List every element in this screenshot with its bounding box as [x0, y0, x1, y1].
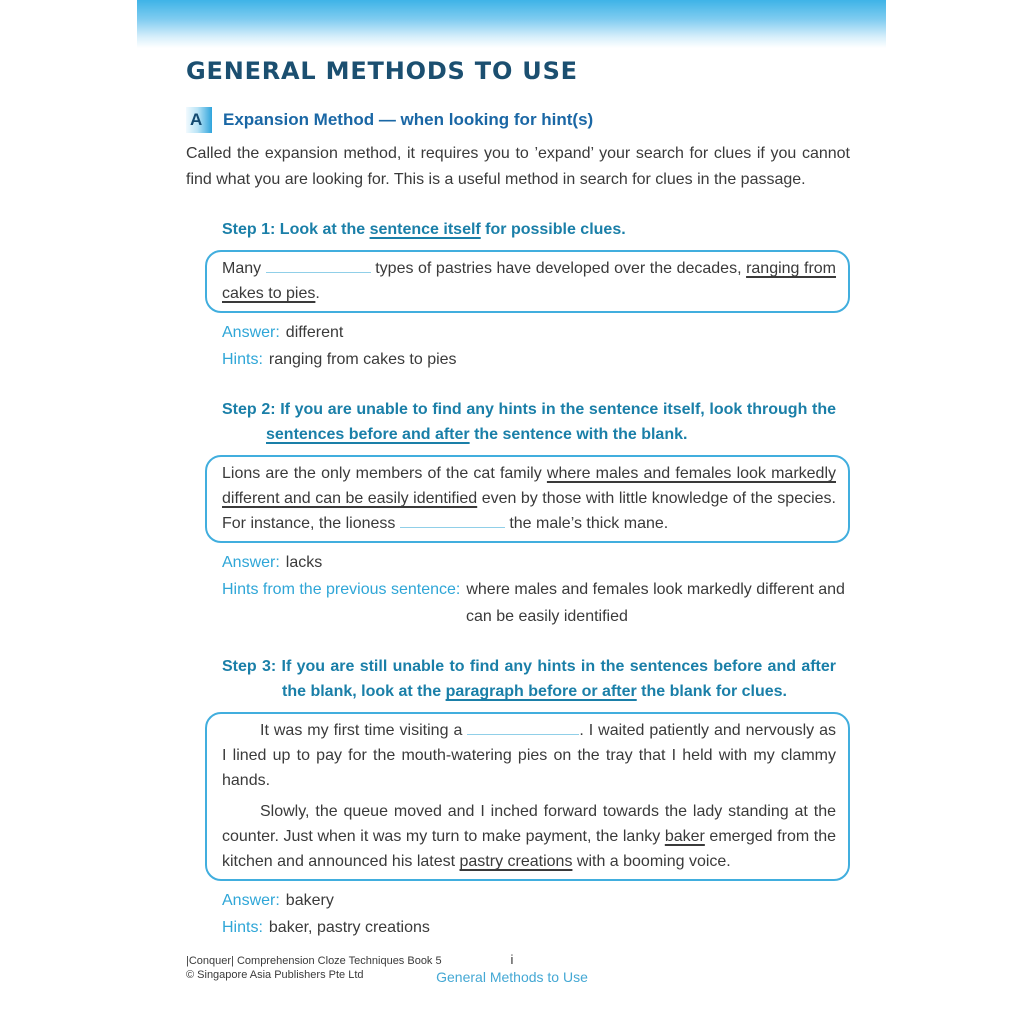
answer-row-3 [222, 887, 850, 914]
example-box-3 [205, 712, 850, 881]
footer-imprint-line1: |Conquer| Comprehension Cloze Techniques Book 5 [186, 955, 442, 967]
cloze-blank-2 [400, 513, 505, 528]
answer-value: lacks [285, 554, 323, 571]
step3-line2 [222, 679, 836, 704]
footer-imprint-line2: © Singapore Asia Publishers Pte Ltd [186, 969, 364, 981]
step1-underlined-phrase: sentence itself [369, 221, 481, 238]
footer-center [0, 952, 1024, 986]
example-1-sentence [222, 256, 836, 306]
example-box-2 [205, 455, 850, 543]
cloze-blank-3 [467, 720, 579, 735]
hints-row-1 [222, 346, 850, 373]
hints-row-2-continuation: can be easily identified [466, 608, 628, 625]
example-2-hint-underline: where males and females look markedly different and can be easily identified [222, 465, 836, 507]
hints-value: ranging from cakes to pies [268, 351, 457, 368]
step3-text-post: the blank for clues. [636, 683, 787, 700]
step1-text-pre: Step 1: Look at the [222, 221, 370, 238]
example-1-text-mid: types of pastries have developed over the decades, [370, 260, 747, 277]
section-a-row [186, 107, 850, 133]
hints-row-3 [222, 914, 850, 941]
section-a-badge-letter: A [190, 110, 203, 129]
example-1-text: Many [222, 260, 266, 277]
step1-text-post: for possible clues. [480, 221, 626, 238]
step3-heading [222, 654, 836, 704]
hints-label: Hints: [222, 351, 263, 368]
example-3-p2-text-mid: emerged from the kitchen and announced his latest [222, 828, 836, 870]
cloze-blank-1 [266, 258, 371, 273]
step2-heading [222, 397, 836, 447]
intro-paragraph: Called the expansion method, it requires you to ’expand’ your search for clues if you cannot find what you are looking for. This is a useful method in search for clues in the passage. [186, 145, 850, 188]
section-a-badge [186, 107, 212, 133]
section-a-heading: Expansion Method — when looking for hint(s) [223, 110, 594, 129]
example-3-hint-underline-pastry: pastry creations [459, 853, 573, 870]
step1-heading [222, 217, 836, 242]
step3-underlined-phrase: paragraph before or after [445, 683, 637, 700]
answer-hints-block-2 [222, 549, 850, 630]
example-2-sentence [222, 461, 836, 536]
footer-section-label: General Methods to Use [436, 969, 588, 985]
step2-underlined-phrase: sentences before and after [266, 426, 470, 443]
answer-value: bakery [285, 892, 334, 909]
answer-label: Answer: [222, 554, 280, 571]
page-title: GENERAL METHODS TO USE [186, 57, 578, 85]
example-3-paragraph-1 [222, 718, 836, 793]
answer-hints-block-3 [222, 887, 850, 941]
example-1-hint-underline: ranging from cakes to pies [222, 260, 837, 302]
answer-row-1 [222, 319, 850, 346]
example-3-hint-underline-baker: baker [664, 828, 705, 845]
answer-label: Answer: [222, 324, 280, 341]
step2-text-post: the sentence with the blank. [469, 426, 688, 443]
answer-hints-block-1 [222, 319, 850, 373]
example-1-period: . [315, 285, 320, 302]
page-content [186, 57, 850, 941]
hints-value-line1: where males and females look markedly different and [466, 581, 845, 598]
answer-label: Answer: [222, 892, 280, 909]
example-box-1 [205, 250, 850, 313]
example-3-p1-text: It was my first time visiting a [260, 722, 468, 739]
example-2-text: Lions are the only members of the cat family [222, 465, 547, 482]
top-banner-gradient [137, 0, 886, 48]
example-3-p2-text: Slowly, the queue moved and I inched forward towards the lady standing at the counter. Just when it was my turn to make payment, the lanky [222, 803, 836, 845]
example-3-p2-text-post: with a booming voice. [572, 853, 731, 870]
example-2-text-mid: even by those with little knowledge of the species. For instance, the lioness [222, 490, 836, 532]
page-number: i [510, 952, 514, 967]
hints-label: Hints: [222, 919, 263, 936]
answer-value: different [285, 324, 344, 341]
step3-text-pre: the blank, look at the [282, 683, 446, 700]
hints-value: baker, pastry creations [268, 919, 430, 936]
answer-row-2 [222, 549, 850, 576]
step2-line1: Step 2: If you are unable to find any hints in the sentence itself, look through the [222, 401, 836, 418]
example-2-text-post: the male’s thick mane. [504, 515, 669, 532]
hints-row-2 [222, 576, 850, 603]
example-3-paragraph-2 [222, 799, 836, 874]
example-3-p1-text-post: . I waited patiently and nervously as I lined up to pay for the mouth-watering pies on the tray that I held with my clammy hands. [222, 722, 836, 789]
hints-label: Hints from the previous sentence: [222, 581, 461, 598]
step3-line1: Step 3: If you are still unable to find any hints in the sentences before and after [222, 658, 836, 675]
step2-line2 [222, 422, 836, 447]
